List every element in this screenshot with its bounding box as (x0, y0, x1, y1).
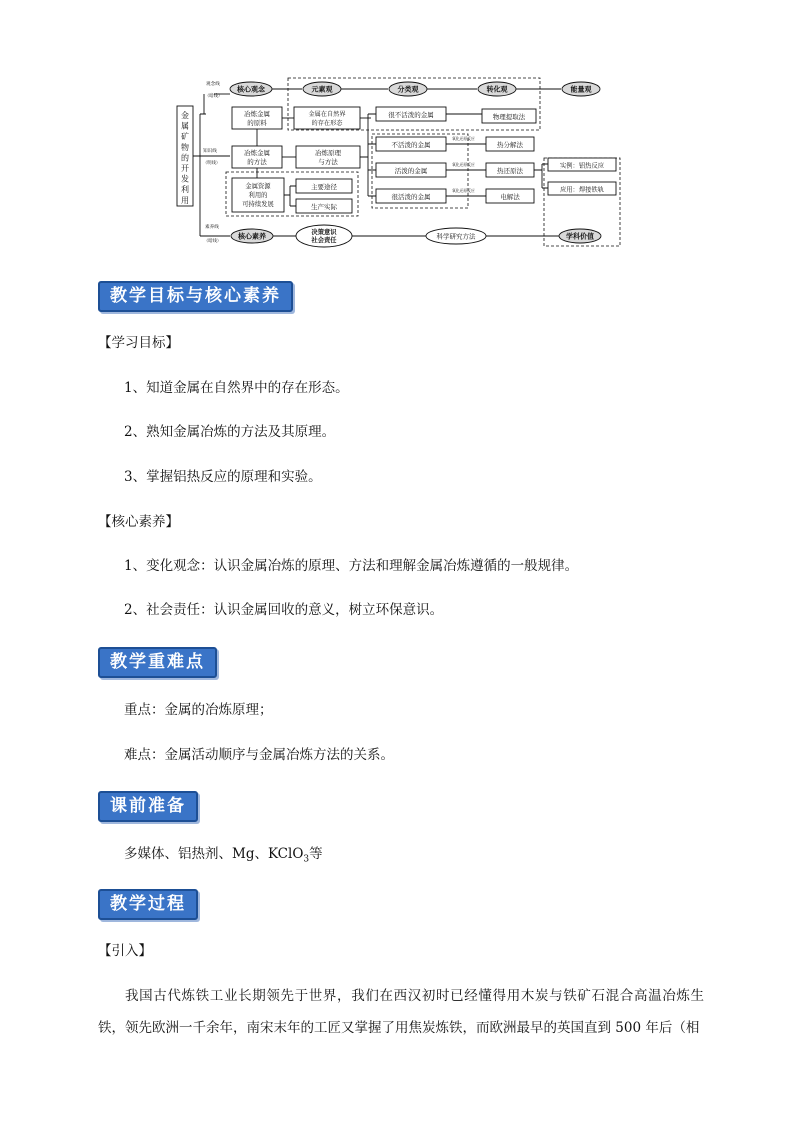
smelting-method-line2: 的方法 (247, 158, 267, 166)
main-way-label: 主要途径 (311, 183, 337, 191)
element-view-label: 元素观 (311, 85, 333, 94)
literacy-label: 【核心素养】 (98, 514, 179, 530)
sustainable-line3: 可持续发展 (242, 201, 274, 208)
concept-map-svg (176, 76, 622, 252)
electrolysis-label: 电解法 (500, 193, 520, 201)
redox-label-3: 氧化还原反应 (452, 188, 475, 193)
sustainable-line2: 利用的 (248, 192, 268, 199)
literacy-line-sub: （暗线） (204, 239, 222, 244)
natural-form-line1: 金属在自然界 (308, 111, 346, 118)
concept-map (176, 76, 622, 252)
example-label: 实例：铝热反应 (559, 162, 605, 170)
vertical-title-char: 矿 (181, 132, 189, 142)
research-method-label: 科学研究方法 (436, 232, 476, 241)
vertical-title-char: 金 (181, 111, 189, 120)
application-label: 应用：焊接铁轨 (559, 186, 605, 194)
transformation-view-label: 转化观 (486, 85, 508, 94)
thermal-reduction-label: 热还原法 (497, 167, 523, 175)
top-line-sub: （暗线） (205, 94, 223, 99)
very-inactive-label: 很不活泼的金属 (388, 111, 434, 119)
redox-label-1: 氧化还原反应 (452, 136, 475, 141)
literacy-line-label: 素养线 (205, 225, 219, 230)
classification-view-label: 分类观 (397, 85, 419, 94)
thermal-decomposition-label: 热分解法 (497, 141, 523, 149)
smelting-method-line1: 冶炼金属 (244, 149, 270, 157)
vertical-title-char: 的 (181, 153, 189, 163)
principle-method-line2: 与方法 (318, 158, 338, 166)
knowledge-line-label: 知识线 (203, 149, 217, 154)
difficult-point: 难点：金属活动顺序与金属冶炼方法的关系。 (124, 747, 394, 763)
learning-goal-2: 2、熟知金属冶炼的方法及其原理。 (124, 424, 336, 440)
learning-goals-label: 【学习目标】 (98, 335, 179, 351)
practice-label: 生产实际 (311, 203, 337, 211)
prep-header: 课前准备 (98, 791, 198, 822)
difficulty-header: 教学重难点 (98, 647, 217, 678)
decision-line2: 社会责任 (311, 237, 337, 244)
intro-label: 【引入】 (98, 943, 152, 959)
natural-form-line2: 的存在形态 (311, 120, 343, 127)
redox-label-2: 氧化还原反应 (452, 162, 475, 167)
discipline-value-label: 学科价值 (566, 232, 594, 241)
learning-goal-3: 3、掌握铝热反应的原理和实验。 (124, 469, 322, 485)
top-line-label: 观念线 (206, 82, 220, 87)
vertical-title (181, 110, 189, 205)
sustainable-line1: 金属资源 (245, 183, 271, 190)
learning-goal-1: 1、知道金属在自然界中的存在形态。 (124, 380, 349, 396)
energy-view-label: 能量观 (570, 85, 592, 94)
core-concept-label: 核心观念 (237, 85, 265, 94)
prep-subscript: 3 (303, 854, 310, 865)
raw-material-line2: 的原料 (247, 119, 267, 127)
goals-header: 教学目标与核心素养 (98, 281, 293, 312)
literacy-item-2: 2、社会责任：认识金属回收的意义，树立环保意识。 (124, 602, 444, 618)
knowledge-line-sub: （明线） (203, 161, 221, 166)
active-label: 活泼的金属 (394, 167, 428, 175)
raw-material-line1: 冶炼金属 (244, 110, 270, 118)
prep-tail: 等 (309, 846, 323, 862)
vertical-title-char: 开 (181, 164, 189, 173)
literacy-item-1: 1、变化观念：认识金属冶炼的原理、方法和理解金属冶炼遵循的一般规律。 (124, 558, 579, 574)
decision-line1: 决策意识 (311, 229, 337, 236)
intro-paragraph: 我国古代炼铁工业长期领先于世界，我们在西汉初时已经懂得用木炭与铁矿石混合高温冶炼生铁，领先欧洲一千余年，南宋末年的工匠又掌握了用焦炭炼铁，而欧洲最早的英国直到 500 年后（相 (98, 988, 704, 1036)
vertical-title-char: 属 (181, 121, 189, 131)
vertical-title-char: 物 (181, 142, 189, 152)
vertical-title-char: 利 (181, 185, 189, 195)
inactive-label: 不活泼的金属 (391, 141, 431, 149)
vertical-title-char: 发 (181, 174, 189, 184)
prep-text (124, 844, 323, 870)
prep-main: 多媒体、铝热剂、Mg、KClO (124, 846, 304, 862)
key-point: 重点：金属的冶炼原理； (124, 702, 273, 718)
principle-method-line1: 冶炼原理 (315, 149, 341, 157)
physical-extraction-label: 物理提取法 (492, 113, 526, 121)
process-header: 教学过程 (98, 889, 198, 920)
core-literacy-label: 核心素养 (238, 232, 266, 241)
vertical-title-char: 用 (181, 195, 189, 205)
very-active-label: 很活泼的金属 (391, 193, 431, 201)
